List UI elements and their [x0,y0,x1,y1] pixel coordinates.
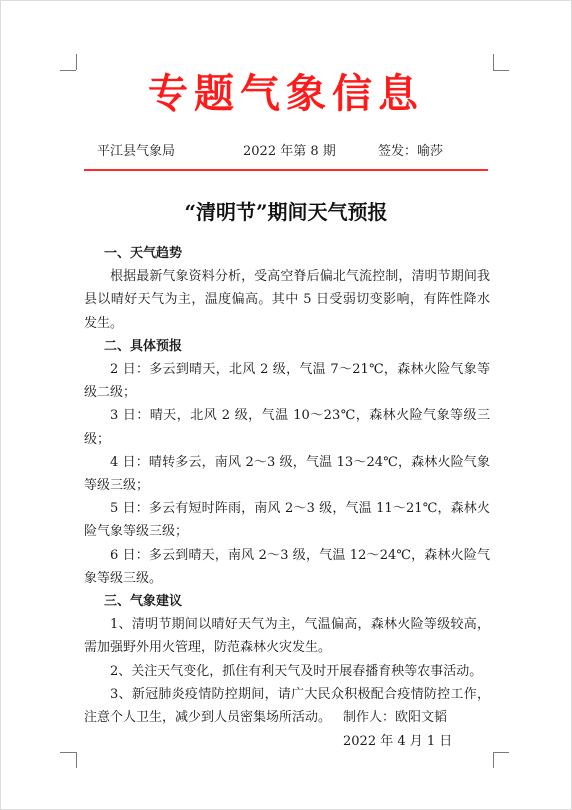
advice-item: 3、新冠肺炎疫情防控期间，请广大民众积极配合疫情防控工作，注意个人卫生，减少到人员密集场所活动。 [84,686,490,726]
forecast-item: 6 日：多云到晴天，南风 2～3 级，气温 12～24℃，森林火险气象等级三级。 [84,547,490,586]
forecast-item: 3 日：晴天，北风 2 级，气温 10～23℃，森林火险气象等级三级； [84,408,490,447]
section-heading-forecast: 二、具体预报 [104,338,183,354]
forecast-item: 5 日：多云有短时阵雨，南风 2～3 级，气温 11～21℃，森林火险气象等级三级； [84,501,490,540]
document-body [84,242,490,729]
masthead-title: 专题气象信息 [148,71,424,117]
advice-item: 2、关注天气变化，抓住有利天气及时开展春播育秧等农事活动。 [110,663,483,679]
forecast-item: 4 日：晴转多云，南风 2～3 级，气温 13～24℃，森林火险气象等级三级； [84,454,490,494]
section-heading-trend: 一、天气趋势 [104,246,183,261]
issuing-bureau: 平江县气象局 [97,144,176,159]
author: 制作人：欧阳文韬 [343,710,448,725]
issue-number: 2022 年第 8 期 [243,144,336,159]
issue-date: 2022 年 4 月 1 日 [343,734,453,749]
signer: 签发：喻莎 [378,144,444,159]
section-heading-advice: 三、气象建议 [104,594,183,610]
document-title: “清明节”期间天气预报 [184,200,388,224]
advice-item: 1、清明节期间以晴好天气为主，气温偏高，森林火险等级较高，需加强野外用火管理，防范森林火灾发生。 [84,617,490,656]
trend-paragraph: 根据最新气象资料分析，受高空脊后偏北气流控制，清明节期间我县以晴好天气为主，温度偏高。其中 5 日受弱切变影响，有阵性降水发生。 [84,269,490,331]
forecast-item: 2 日：多云到晴天，北风 2 级，气温 7～21℃，森林火险气象等级二级； [84,362,490,401]
header-divider [84,169,488,171]
